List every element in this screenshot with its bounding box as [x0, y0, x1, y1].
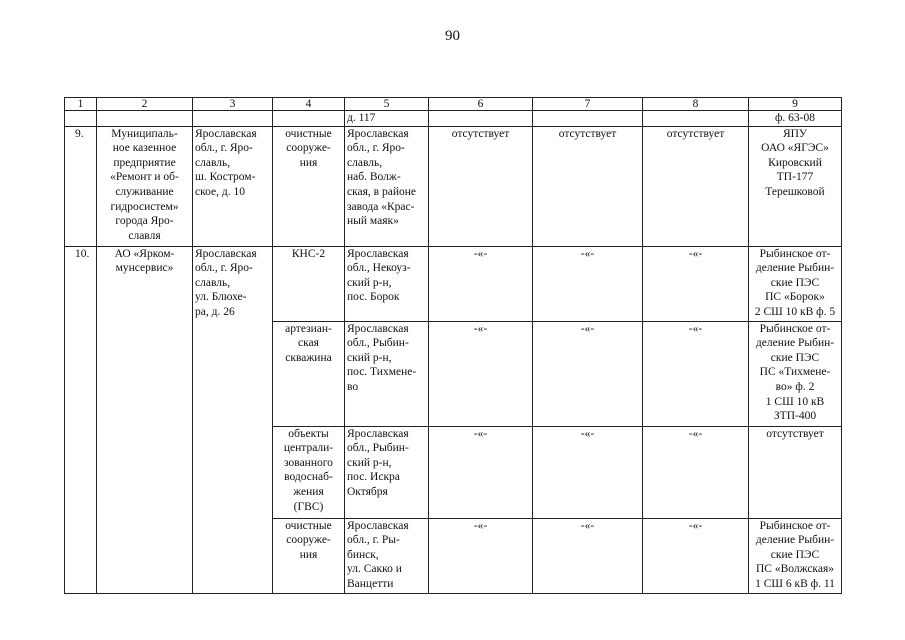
object-cell: очистные сооруже- ния — [273, 126, 345, 246]
table-cell: -«- — [429, 426, 533, 518]
table-cell: отсутствует — [643, 126, 749, 246]
table-cell: -«- — [429, 321, 533, 426]
object-cell: объекты централи- зованного водоснаб- жения (ГВС) — [273, 426, 345, 518]
table-cell: -«- — [429, 518, 533, 593]
location-cell: Ярославская обл., г. Ры- бинск, ул. Сакко и Ванцетти — [345, 518, 429, 593]
header-cell: 5 — [345, 98, 429, 111]
table-cell — [65, 111, 97, 127]
table-cell — [97, 111, 193, 127]
table-cell: -«- — [533, 426, 643, 518]
table-cell: -«- — [533, 321, 643, 426]
object-cell: очистные сооруже- ния — [273, 518, 345, 593]
table-cell: д. 117 — [345, 111, 429, 127]
table-cell: отсутствует — [533, 126, 643, 246]
location-cell: Ярославская обл., Некоуз- ский р-н, пос. Борок — [345, 246, 429, 321]
address-cell: Ярославская обл., г. Яро- славль, ул. Блюхе- ра, д. 26 — [193, 246, 273, 593]
header-cell: 7 — [533, 98, 643, 111]
header-cell: 8 — [643, 98, 749, 111]
organization-cell: Муниципаль- ное казенное предприятие «Ремонт и об- служивание гидросистем» города Яро- славля — [97, 126, 193, 246]
power-source-cell: отсутствует — [749, 426, 842, 518]
row-number: 9. — [65, 126, 97, 246]
table-cell: отсутствует — [429, 126, 533, 246]
power-source-cell: ЯПУ ОАО «ЯГЭС» Кировский ТП-177 Терешковой — [749, 126, 842, 246]
header-cell: 6 — [429, 98, 533, 111]
object-cell: КНС-2 — [273, 246, 345, 321]
table-row-9 — [65, 126, 842, 246]
power-source-cell: Рыбинское от- деление Рыбин- ские ПЭС ПС «Волжская» 1 СШ 6 кВ ф. 11 — [749, 518, 842, 593]
object-cell: артезиан- ская скважина — [273, 321, 345, 426]
power-source-cell: Рыбинское от- деление Рыбин- ские ПЭС ПС «Тихмене- во» ф. 2 1 СШ 10 кВ ЗТП-400 — [749, 321, 842, 426]
organization-cell: АО «Ярком- мунсервис» — [97, 246, 193, 593]
header-cell: 9 — [749, 98, 842, 111]
table-cell: -«- — [533, 246, 643, 321]
continuation-row — [65, 111, 842, 127]
table-cell: -«- — [643, 426, 749, 518]
header-cell: 2 — [97, 98, 193, 111]
table-row-10 — [65, 246, 842, 321]
table-cell: ф. 63-08 — [749, 111, 842, 127]
table-cell — [643, 111, 749, 127]
table-cell: -«- — [429, 246, 533, 321]
location-cell: Ярославская обл., Рыбин- ский р-н, пос. Искра Октября — [345, 426, 429, 518]
table-cell: -«- — [533, 518, 643, 593]
table-cell — [193, 111, 273, 127]
address-cell: Ярославская обл., г. Яро- славль, ш. Костром- ское, д. 10 — [193, 126, 273, 246]
table-cell — [273, 111, 345, 127]
header-cell: 4 — [273, 98, 345, 111]
location-cell: Ярославская обл., г. Яро- славль, наб. Волж- ская, в районе завода «Крас- ный маяк» — [345, 126, 429, 246]
table-cell: -«- — [643, 321, 749, 426]
page-number: 90 — [445, 28, 460, 44]
header-row — [65, 98, 842, 111]
table-cell: -«- — [643, 518, 749, 593]
location-cell: Ярославская обл., Рыбин- ский р-н, пос. Тихмене- во — [345, 321, 429, 426]
row-number: 10. — [65, 246, 97, 593]
power-source-cell: Рыбинское от- деление Рыбин- ские ПЭС ПС «Борок» 2 СШ 10 кВ ф. 5 — [749, 246, 842, 321]
table-cell — [429, 111, 533, 127]
header-cell: 1 — [65, 98, 97, 111]
data-table — [64, 97, 842, 594]
table-cell: -«- — [643, 246, 749, 321]
table-cell — [533, 111, 643, 127]
header-cell: 3 — [193, 98, 273, 111]
